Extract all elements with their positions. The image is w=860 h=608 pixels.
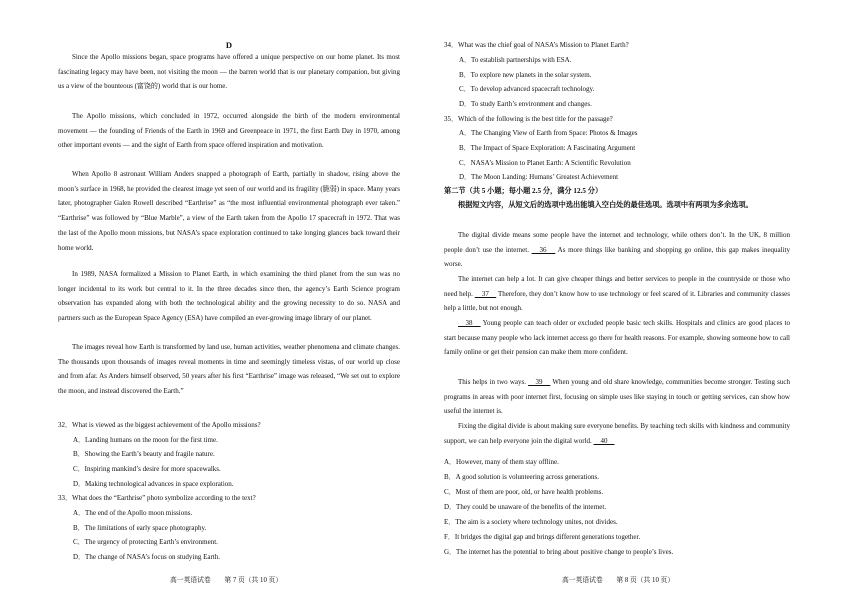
q34-option-b: B．To explore new planets in the solar system.: [459, 71, 592, 79]
q32-option-a: A．Landing humans on the moon for the first time.: [73, 436, 218, 444]
question-35: 35．Which of the following is the best title for the passage?: [444, 115, 613, 123]
q32-option-b: B．Showing the Earth’s beauty and fragile nature.: [73, 450, 215, 458]
q33-option-d: D．The change of NASA’s focus on studying Earth.: [73, 553, 220, 561]
cloze-option-d: D．They could be unaware of the benefits of the internet.: [444, 503, 607, 511]
cloze-option-b: B．A good solution is volunteering across generations.: [444, 473, 599, 481]
passage-paragraph-1: Since the Apollo missions began, space programs have offered a unique perspective on our home planet. Its most fascinating legacy may have been, not visiting the moon — the barren world that is our planetary companion, but giving us a view of the bounteous (富饶的) world that is our home.: [58, 53, 400, 91]
q34-option-c: C．To develop advanced spacecraft technology.: [459, 85, 595, 93]
question-34: 34．What was the chief goal of NASA’s Mission to Planet Earth?: [444, 41, 629, 49]
q35-option-a: A．The Changing View of Earth from Space: Photos & Images: [459, 129, 638, 137]
passage-paragraph-3: When Apollo 8 astronaut William Anders snapped a photograph of Earth, partially in shadow, rising above the moon’s surface in 1968, he provided the clearest image yet seen of our world and its fragility (脆弱) in space. Many years later, photographer Galen Rowell described “Earthrise” as “the most influential environmental photograph ever taken.” “Earthrise” was followed by “Blue Marble”, a view of the Earth taken from the Apollo 17 spacecraft in 1972. That was the last of the Apollo moon missions, but NASA’s space exploration continued to take longing glances back toward their home world.: [58, 170, 400, 252]
blank-40: 40: [593, 436, 615, 445]
cloze-paragraph-4: This helps in two ways. 39 When young and old share knowledge, communities become stronger. Testing such programs in areas with poor internet first, focusing on simple uses like staying in touch or getting services, can show how useful the internet is.: [444, 378, 790, 416]
cloze-paragraph-2: The internet can help a lot. It can give cheaper things and better services to people in the countryside or those who need help. 37 Therefore, they don’t know how to use technology or feel scared of it. Libraries and community classes help a little, but not enough.: [444, 275, 791, 313]
passage-paragraph-4: In 1989, NASA formalized a Mission to Planet Earth, in which examining the third planet from the sun was no longer incidental to its work but central to it. In the three decades since then, the agency’s Earth Science program observation has expanded along with both the technological ability and the growing necessity to do so. NASA and partners such as the European Space Agency (ESA) have compiled an ever-growing image library of our planet.: [58, 270, 400, 323]
q33-option-b: B．The limitations of early space photography.: [73, 524, 207, 532]
cloze-option-c: C．Most of them are poor, old, or have health problems.: [444, 488, 604, 496]
blank-39: 39: [528, 378, 551, 386]
question-33: 33．What does the “Earthrise” photo symbolize according to the text?: [58, 494, 256, 502]
q33-option-c: C．The urgency of protecting Earth’s environment.: [73, 538, 218, 546]
page-footer-right: 高一英语试卷 第 8 页（共 10 页）: [562, 577, 675, 584]
q32-option-d: D．Making technological advances in space exploration.: [73, 480, 234, 488]
q32-option-c: C．Inspiring mankind’s desire for more spacewalks.: [73, 465, 221, 473]
cloze-paragraph-1: The digital divide means some people have the internet and technology, while others don’t. In the UK, 8 million people don’t use the internet. 36 As more things like banking and shopping go online, this gap makes inequality worse.: [444, 231, 790, 269]
passage-paragraph-5: The images reveal how Earth is transformed by land use, human activities, weather phenomena and climate changes. The thousands upon thousands of images reveal moments in time and seemingly timeless vistas, of our world up close and from afar. As Anders himself observed, 50 years after his first “Earthrise” image was released, “We set out to explore the moon, and instead discovered the Earth.”: [58, 343, 400, 396]
page-footer-left: 高一英语试卷 第 7 页（共 10 页）: [170, 577, 283, 584]
q35-option-d: D．The Moon Landing: Humans’ Greatest Achievement: [459, 173, 619, 181]
blank-38: 38: [458, 319, 481, 327]
cloze-paragraph-5: Fixing the digital divide is about making sure everyone benefits. By teaching tech skills with kindness and community support, we can help everyone join the digital world. 40: [444, 422, 790, 445]
q34-option-d: D．To study Earth’s environment and changes.: [459, 100, 592, 108]
q33-option-a: A．The end of the Apollo moon missions.: [73, 509, 193, 517]
cloze-paragraph-3: 38 Young people can teach older or excluded people basic tech skills. Hospitals and clinics are good places to start because many people who lack internet access go there for health reasons. For example, showing someone how to call family online or get their pension can make them more confident.: [444, 319, 791, 357]
section-2-instructions: 根据短文内容，从短文后的选项中选出能填入空白处的最佳选项。选项中有两项为多余选项。: [458, 201, 753, 209]
q35-option-c: C．NASA’s Mission to Planet Earth: A Scientific Revolution: [459, 159, 631, 167]
question-32: 32．What is viewed as the biggest achievement of the Apollo missions?: [58, 421, 261, 429]
cloze-option-a: A．However, many of them stay offline.: [444, 458, 559, 466]
blank-36: 36: [531, 245, 556, 254]
cloze-option-f: F．It bridges the digital gap and brings different generations together.: [444, 533, 641, 541]
q34-option-a: A．To establish partnerships with ESA.: [459, 56, 572, 64]
q35-option-b: B．The Impact of Space Exploration: A Fascinating Argument: [459, 144, 636, 152]
blank-37: 37: [474, 289, 497, 298]
section-2-heading: 第二节（共 5 小题；每小题 2.5 分，满分 12.5 分）: [444, 187, 603, 195]
passage-paragraph-2: The Apollo missions, which concluded in 1972, occurred alongside the birth of the modern environmental movement — the founding of Friends of the Earth in 1969 and Greenpeace in 1971, the first Earth Day in 1970, among other important events — and the sight of Earth from space offered inspiration and motivation.: [58, 112, 400, 150]
passage-d-title: D: [225, 40, 233, 50]
cloze-option-e: E．The aim is a society where technology unites, not divides.: [444, 518, 618, 526]
cloze-option-g: G．The internet has the potential to bring about positive change to people’s lives.: [444, 548, 674, 556]
